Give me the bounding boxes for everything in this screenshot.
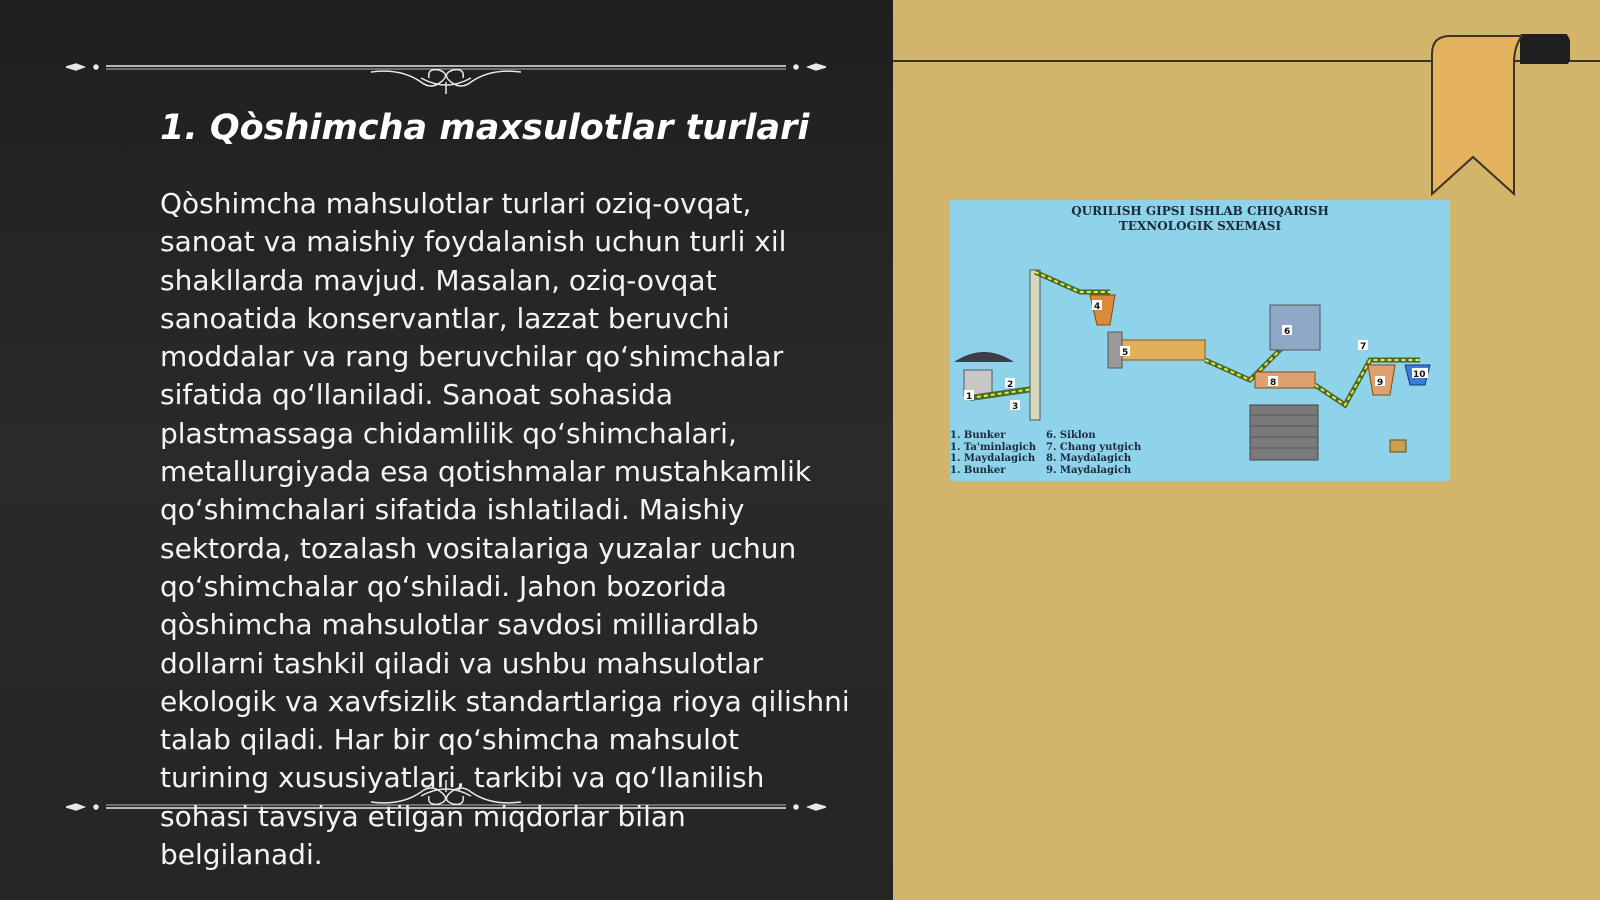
- scheme-number: 5: [1122, 348, 1129, 358]
- legend-item: 7. Chang yutgich: [1046, 441, 1142, 453]
- scheme-number: 1: [966, 392, 973, 402]
- scheme-legend-left: [950, 430, 1036, 476]
- ribbon-bookmark-icon: [1430, 34, 1570, 204]
- ornament-divider-bottom-icon: [66, 780, 826, 826]
- ornament-divider-top-icon: [66, 48, 826, 94]
- scheme-title: [950, 204, 1450, 234]
- scheme-number: 4: [1094, 302, 1101, 312]
- scheme-title-line2: TEXNOLOGIK SXEMASI: [1118, 219, 1282, 233]
- scheme-number: 6: [1284, 327, 1291, 337]
- gypsum-production-scheme: [950, 200, 1450, 481]
- scheme-number: 7: [1360, 342, 1367, 352]
- scheme-title-line1: QURILISH GIPSI ISHLAB CHIQARISH: [1071, 204, 1329, 218]
- legend-item: 1. Bunker: [950, 430, 1006, 441]
- slide-body-text: Qòshimcha mahsulotlar turlari oziq-ovqat, sanoat va maishiy foydalanish uchun turli xil shakllarda mavjud. Masalan, oziq-ovqat sanoatida konservantlar, lazzat beruvchi moddalar va rang beruvchilar qo‘shimchalar sifatida qo‘llaniladi. Sanoat sohasida plastmassaga chidamlilik qo‘shimchalari, metallurgiyada esa qotishmalar mustahkamlik qo‘shimchalari sifatida ishlatiladi. Maishiy sektorda, tozalash vositalariga yuzalar uchun qo‘shimchalar qo‘shiladi. Jahon bozorida qòshimcha mahsulotlar savdosi milliardlab dollarni tashkil qiladi va ushbu mahsulotlar ekologik va xavfsizlik standartlariga rioya qilishni talab qiladi. Har bir qo‘shimcha mahsulot turining xususiyatlari, tarkibi va qo‘llanilish sohasi tavsiya etilgan miqdorlar bilan belgilanadi.: [160, 187, 850, 872]
- legend-item: 1. Maydalagich: [950, 453, 1036, 464]
- legend-item: 1. Ta'minlagich: [950, 441, 1037, 453]
- slide-title: 1. Qòshimcha maxsulotlar turlari: [160, 108, 810, 148]
- legend-item: 9. Maydalagich: [1046, 464, 1132, 476]
- scheme-number: 2: [1007, 380, 1014, 390]
- legend-item: 8. Maydalagich: [1046, 453, 1132, 464]
- scheme-number: 9: [1377, 378, 1384, 388]
- scheme-number: 10: [1413, 370, 1426, 380]
- scheme-number: 3: [1012, 402, 1019, 412]
- scheme-legend-right: [1046, 430, 1141, 476]
- scheme-number: 8: [1270, 378, 1277, 388]
- legend-item: 1. Bunker: [950, 464, 1006, 476]
- legend-item: 6. Siklon: [1046, 430, 1096, 441]
